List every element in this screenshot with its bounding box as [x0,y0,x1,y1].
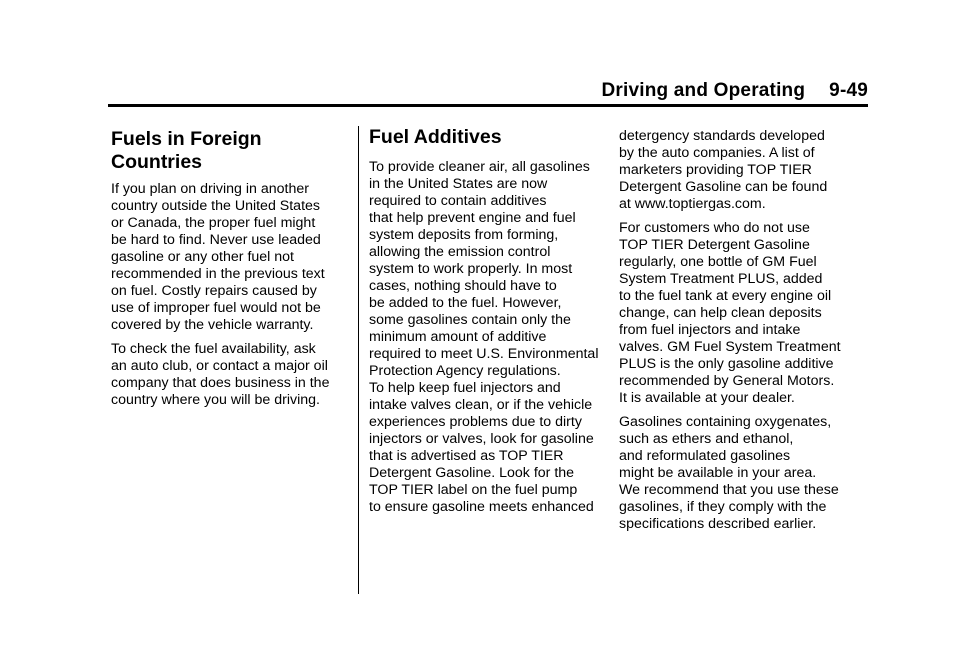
column-divider [358,126,359,594]
fuel-additives-paragraph-3: For customers who do not use TOP TIER Detergent Gasoline regularly, one bottle of GM Fuel System Treatment PLUS, added to the fuel tank at every engine oil change, can help clean deposits from fuel injectors and intake valves. GM Fuel System Treatment PLUS is the only gasoline additive recommended by General Motors. It is available at your dealer. [619,220,841,406]
right-column [619,128,859,540]
fuel-additives-heading: Fuel Additives [369,126,502,148]
header-rule [108,104,868,107]
fuels-foreign-paragraph-2: To check the fuel availability, ask an auto club, or contact a major oil company that does business in the country where you will be driving. [111,341,330,408]
section-title: Driving and Operating [601,80,806,101]
page-header [601,80,868,102]
left-column [111,126,343,416]
middle-column [369,126,609,523]
fuel-additives-paragraph-2: detergency standards developed by the auto companies. A list of marketers providing TOP TIER Detergent Gasoline can be found at www.toptiergas.com. [619,128,828,212]
fuels-foreign-paragraph-1: If you plan on driving in another country outside the United States or Canada, the proper fuel might be hard to find. Never use leaded gasoline or any other fuel not recommended in the previous text on fuel. Costly repairs caused by use of improper fuel would not be covered by the vehicle warranty. [111,181,325,333]
fuel-additives-paragraph-1: To provide cleaner air, all gasolines in the United States are now required to contain additives that help prevent engine and fuel system deposits from forming, allowing the emission control system to work properly. In most cases, nothing should have to be added to the fuel. However, some gasolines contain only the minimum amount of additive required to meet U.S. Environmental Protection Agency regulations. To help keep fuel injectors and intake valves clean, or if the vehicle experiences problems due to dirty injectors or valves, look for gasoline that is advertised as TOP TIER Detergent Gasoline. Look for the TOP TIER label on the fuel pump to ensure gasoline meets enhanced [369,159,599,515]
fuel-additives-paragraph-4: Gasolines containing oxygenates, such as ethers and ethanol, and reformulated gasolines might be available in your area. We recommend that you use these gasolines, if they comply with the specifications described earlier. [619,414,839,532]
page-number: 9-49 [829,80,868,101]
fuels-foreign-heading: Fuels in Foreign Countries [111,128,262,173]
